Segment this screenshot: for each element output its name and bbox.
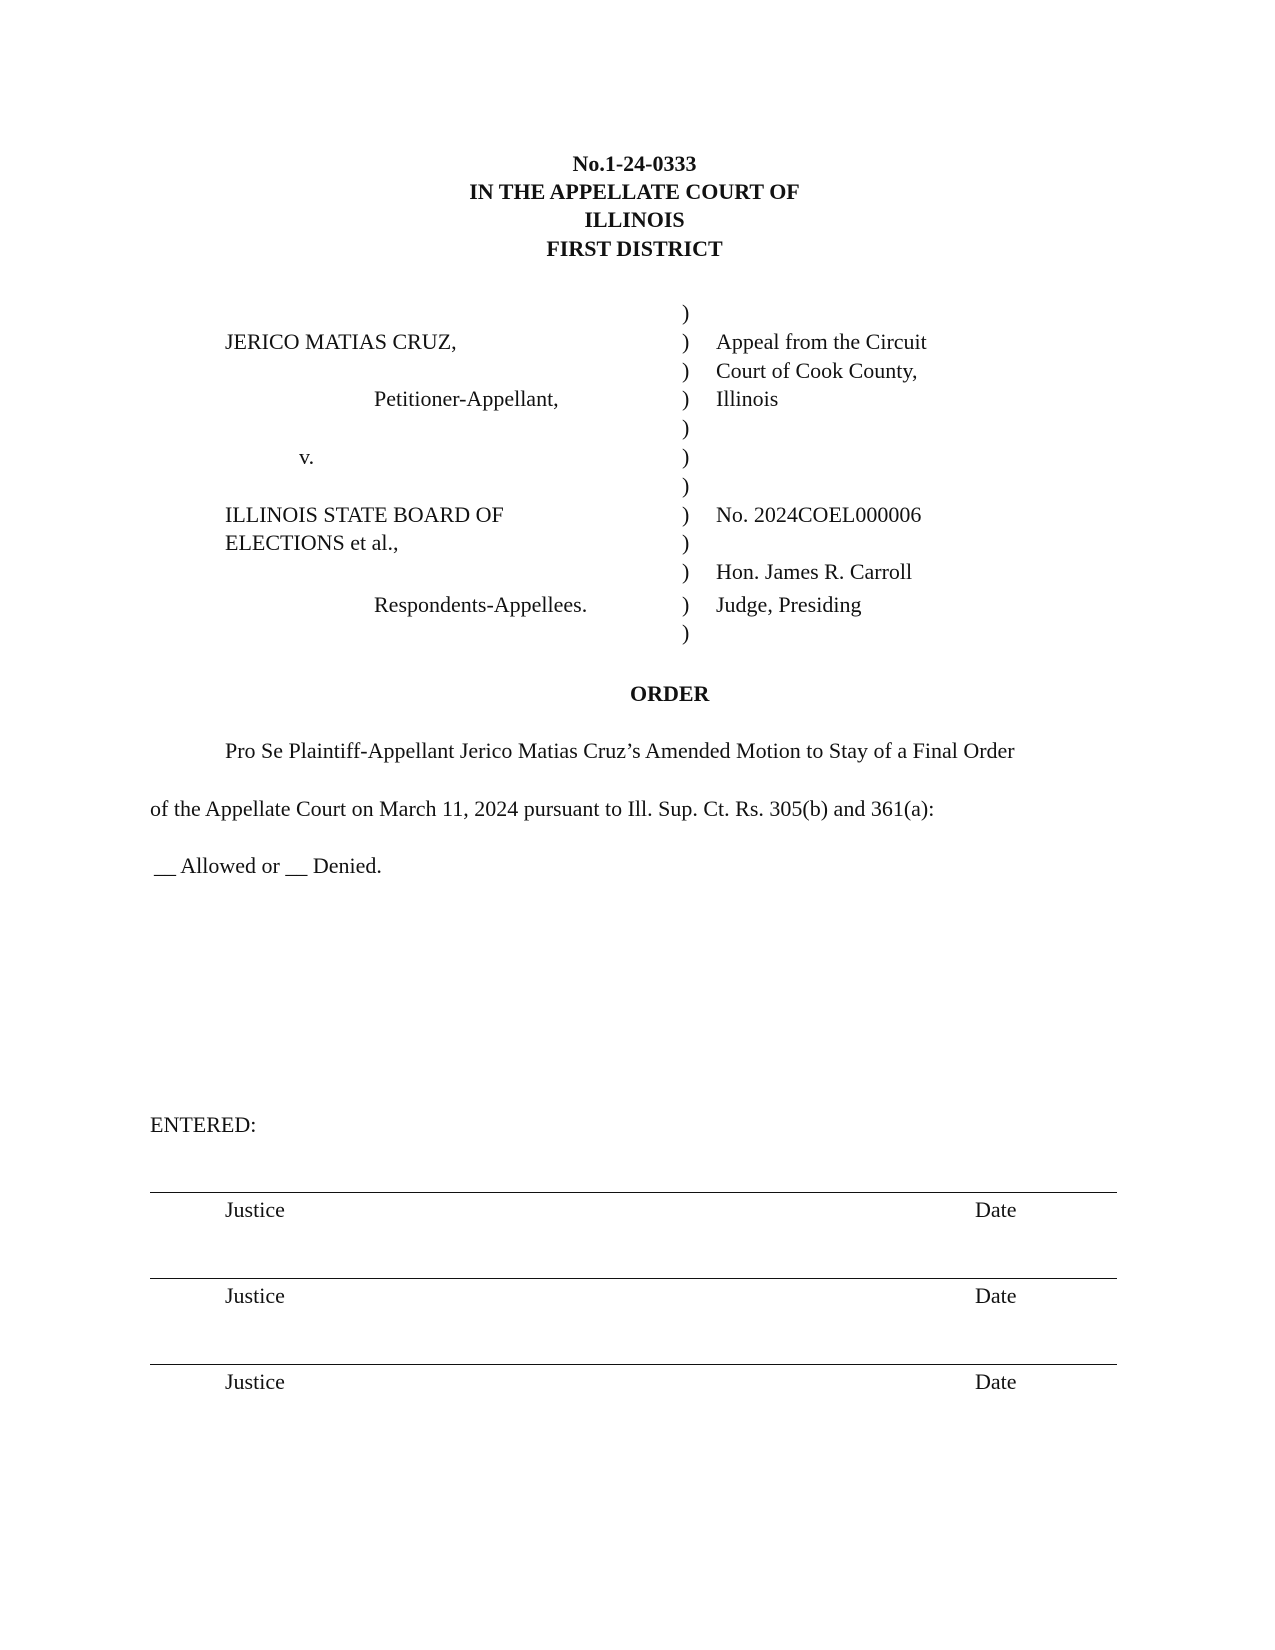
signature-line [150,1192,1117,1193]
date-label: Date [975,1197,1017,1222]
order-body-line2: of the Appellate Court on March 11, 2024 pursuant to Ill. Sup. Ct. Rs. 305(b) and 361(a): [150,796,935,821]
case-number-heading: No.1-24-0333 [572,151,697,176]
caption-paren: ) [682,386,690,411]
order-heading: ORDER [630,681,710,706]
caption-paren: ) [682,530,690,555]
caption-paren: ) [682,415,690,440]
respondent-name-line1: ILLINOIS STATE BOARD OF [225,502,504,527]
entered-label: ENTERED: [150,1112,257,1137]
respondent-role: Respondents-Appellees. [374,592,588,617]
caption-paren: ) [682,358,690,383]
caption-paren: ) [682,300,690,325]
order-body-line1: Pro Se Plaintiff-Appellant Jerico Matias Cruz’s Amended Motion to Stay of a Final Order [225,738,1015,763]
versus-label: v. [299,444,315,469]
caption-paren: ) [682,444,690,469]
petitioner-name: JERICO MATIAS CRUZ, [225,329,457,354]
appeal-origin-line2: Court of Cook County, [716,358,918,383]
district-heading: FIRST DISTRICT [546,236,723,261]
signature-line [150,1364,1117,1365]
justice-label: Justice [225,1283,285,1308]
justice-label: Justice [225,1369,285,1394]
date-label: Date [975,1283,1017,1308]
date-label: Date [975,1369,1017,1394]
caption-paren: ) [682,592,690,617]
petitioner-role: Petitioner-Appellant, [374,386,559,411]
signature-line [150,1278,1117,1279]
caption-paren: ) [682,473,690,498]
caption-paren: ) [682,329,690,354]
caption-paren: ) [682,620,690,645]
court-state-heading: ILLINOIS [584,207,685,232]
appeal-origin-line3: Illinois [716,386,779,411]
circuit-case-number: No. 2024COEL000006 [716,502,922,527]
judge-name: Hon. James R. Carroll [716,559,913,584]
court-name-heading: IN THE APPELLATE COURT OF [469,179,800,204]
respondent-name-line2: ELECTIONS et al., [225,530,399,555]
caption-paren: ) [682,559,690,584]
appeal-origin-line1: Appeal from the Circuit [716,329,927,354]
judge-title: Judge, Presiding [716,592,862,617]
justice-label: Justice [225,1197,285,1222]
caption-paren: ) [682,502,690,527]
order-options: __ Allowed or __ Denied. [154,853,382,878]
